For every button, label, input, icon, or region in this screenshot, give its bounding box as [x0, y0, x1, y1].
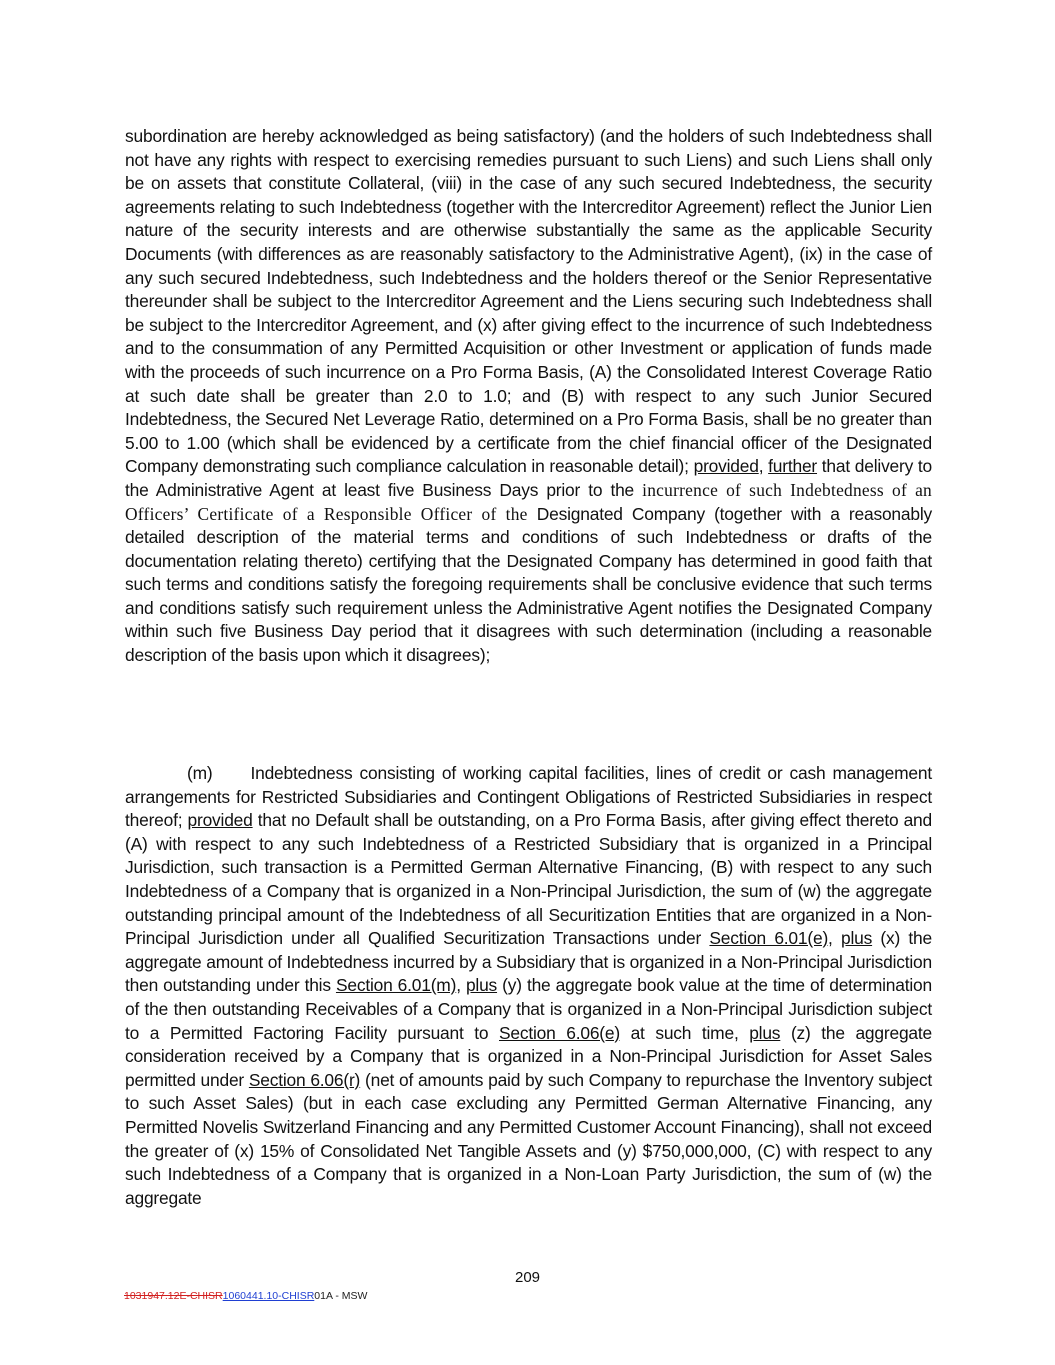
section-ref-6-06-e: Section 6.06(e) [499, 1022, 620, 1043]
paragraph-text: Designated Company (together with a reasonably detailed description of the material terms and conditions of such Indebtedness or drafts of the documentation relating thereto) certifying that the Designated Company has determined in good faith that such terms and conditions satisfy the foregoing requirements shall be conclusive evidence that such terms and conditions satisfy such requirement unless the Administrative Agent notifies the Designated Company within such five Business Day period that it disagrees with such determination (including a reasonable description of the basis upon which it disagrees); [125, 503, 932, 666]
footer-deleted-id: 1031947.12E-CHISR [124, 1290, 223, 1302]
paragraph-m [125, 762, 932, 1210]
clause-label: (m) [187, 763, 213, 783]
plus-term: plus [465, 975, 498, 996]
section-ref-6-01-m: Section 6.01(m) [335, 975, 457, 996]
paragraph-text: that delivery to the Administrative Agent at least five Business Days prior to the [125, 456, 933, 500]
serif-text-line: incurrence of such Indebtedness of an Officers’ Certificate of a Responsible Officer of the [125, 479, 932, 524]
paragraph-continuation [125, 125, 932, 668]
paragraph-text: (y) the aggregate book value at the time of determination of the then outstanding Receivables of a Company that is organized in a Non-Principal Jurisdiction subject to a Permitted Factoring Facility pursuant to [125, 975, 932, 1043]
footer-suffix: 01A - MSW [314, 1290, 368, 1302]
paragraph-text: at such time, [619, 1022, 750, 1043]
provided-term: provided [693, 456, 759, 477]
paragraph-text: that no Default shall be outstanding, on a Pro Forma Basis, after giving effect thereto and (A) with respect to any such Indebtedness of a Restricted Subsidiary that is organized in a Principal Jurisdiction, such transaction is a Permitted German Alternative Financing, (B) with respect to any such Indebtedness of a Company that is organized in a Non-Principal Jurisdiction, the sum of (w) the aggregate outstanding principal amount of the Indebtedness of all Securitization Entities that are organized in a Non-Principal Jurisdiction under all Qualified Securitization Transactions under [125, 810, 932, 949]
plus-term: plus [749, 1022, 781, 1043]
paragraph-text: (z) the aggregate consideration received by a Company that is organized in a Non-Principal Jurisdiction for Asset Sales permitted under [125, 1022, 932, 1090]
separator-text: , [758, 456, 769, 477]
further-term: further [768, 456, 818, 477]
page-number: 209 [514, 1269, 541, 1286]
plus-term: plus [840, 928, 873, 949]
paragraph-text: subordination are hereby acknowledged as being satisfactory) (and the holders of such Indebtedness shall not have any rights with respect to exercising remedies pursuant to such Liens) and such Liens shall only be on assets that constitute Collateral, (viii) in the case of any such secured Indebtedness, the security agreements relating to such Indebtedness (together with the Intercreditor Agreement) reflect the Junior Lien nature of the security interests and are otherwise substantially the same as the applicable Security Documents (with differences as are reasonably satisfactory to the Administrative Agent), (ix) in the case of any such secured Indebtedness, such Indebtedness and the holders thereof or the Senior Representative thereunder shall be subject to the Intercreditor Agreement and the Liens securing such Indebtedness shall be subject to the Intercreditor Agreement, and (x) after giving effect to the incurrence of such Indebtedness and to the consummation of any Permitted Acquisition or other Investment or application of funds made with the proceeds of such incurrence on a Pro Forma Basis, (A) the Consolidated Interest Coverage Ratio at such date shall be greater than 2.0 to 1.0; and (B) with respect to any such Junior Secured Indebtedness, the Secured Net Leverage Ratio, determined on a Pro Forma Basis, shall be no greater than 5.00 to 1.00 (which shall be evidenced by a certificate from the chief financial officer of the Designated Company demonstrating such compliance calculation in reasonable detail); [125, 126, 932, 477]
footer-inserted-id: 1060441.10-CHISR [222, 1290, 315, 1302]
provided-term: provided [187, 810, 253, 831]
paragraph-text: (net of amounts paid by such Company to repurchase the Inventory subject to such Asset Sales) (but in each case excluding any Permitted German Alternative Financing, any Permitted Novelis Switzerland Financing and any Permitted Customer Account Financing), shall not exceed the greater of (x) 15% of Consolidated Net Tangible Assets and (y) $750,000,000, (C) with respect to any such Indebtedness of a Company that is organized in a Non-Loan Party Jurisdiction, the sum of (w) the aggregate [125, 1069, 933, 1208]
paragraph-text: , [828, 928, 841, 949]
document-footer [124, 1290, 367, 1302]
paragraph-text: Indebtedness consisting of working capital facilities, lines of credit or cash management arrangements for Restricted Subsidiaries and Contingent Obligations of Restricted Subsidiaries in respect thereof; [125, 763, 932, 831]
section-ref-6-06-r: Section 6.06(r) [248, 1069, 361, 1090]
paragraph-text: , [456, 975, 466, 996]
section-ref-6-01-e: Section 6.01(e) [709, 928, 829, 949]
paragraph-text: (x) the aggregate amount of Indebtedness incurred by a Subsidiary that is organized in a Non-Principal Jurisdiction then outstanding under this [125, 928, 932, 996]
